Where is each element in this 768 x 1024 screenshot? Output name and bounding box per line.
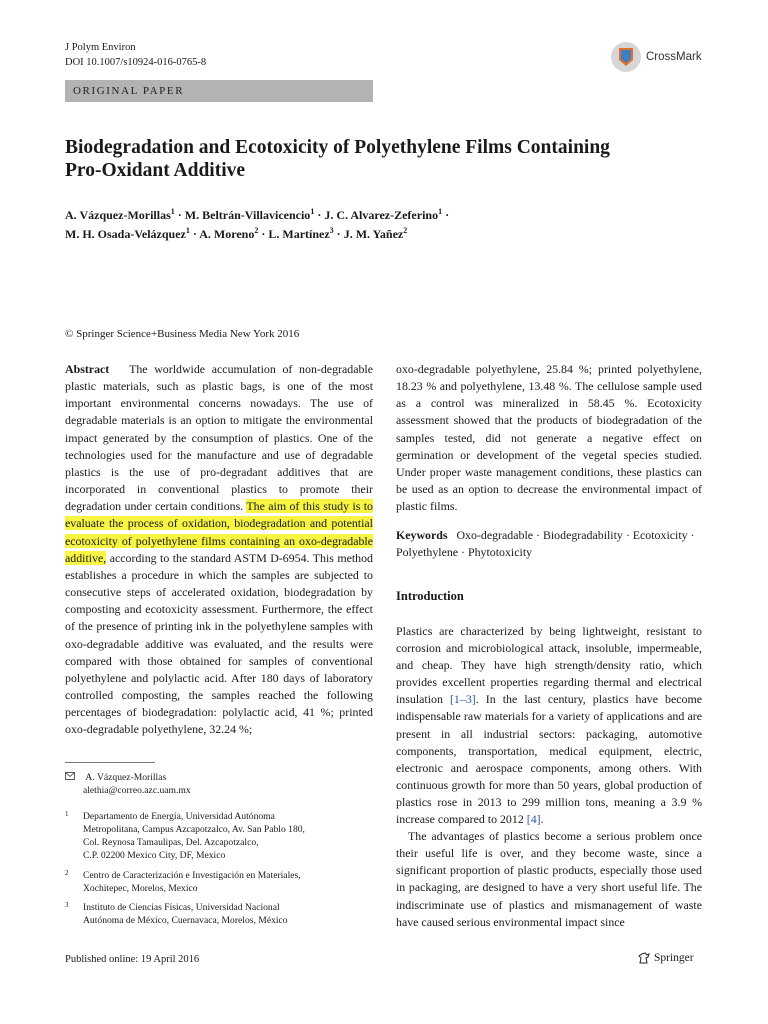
- correspondence-email[interactable]: alethia@correo.azc.uam.mx: [83, 785, 191, 796]
- author-name[interactable]: J. M. Yañez: [343, 227, 404, 241]
- author-name[interactable]: A. Moreno: [199, 227, 255, 241]
- abstract-label: Abstract: [65, 362, 110, 376]
- affiliation-3: 3 Instituto de Ciencias Físicas, Universidad Nacional Autónoma de México, Cuernavaca, Morelos, México: [65, 901, 288, 926]
- paper-title: [65, 136, 715, 182]
- publication-date: Published online: 19 April 2016: [65, 954, 200, 965]
- affiliation-2: 2 Centro de Caracterización e Investigación en Materiales, Xochitepec, Morelos, Mexico: [65, 869, 301, 894]
- introduction-body: [396, 623, 702, 931]
- citation-link[interactable]: [1–3]: [449, 692, 476, 707]
- envelope-icon: [65, 771, 77, 784]
- affiliation-1: 1 Departamento de Energía, Universidad Autónoma Metropolitana, Campus Azcapotzalco, Av. San Pablo 180, Col. Reynosa Tamaulipas, Del. Azcapotzalco, C.P. 02200 Mexico City, DF, Mexico: [65, 810, 305, 861]
- author-name[interactable]: M. Beltrán-Villavicencio: [184, 208, 311, 222]
- title-line-1: Biodegradation and Ecotoxicity of Polyethylene Films Containing: [65, 137, 610, 158]
- author-name[interactable]: J. C. Alvarez-Zeferino: [324, 208, 439, 222]
- publisher-logo: [637, 951, 694, 965]
- abstract-text-cont: according to the standard ASTM D-6954. This method establishes a procedure in which the samples are subjected to consecutive steps of accelerated oxidation, biodegradation by composting and ecotoxicity assessment. Furthermore, the effect of the presence of printing ink in the polyethylene samples with oxo-degradable additive was evaluated, and the results were compared with those obtained for samples of conventional polyethylene and polylactic acid. After 180 days of laboratory controlled composting, the samples reached the following percentages of biodegradation: polylactic acid, 41 %; printed oxo-degradable polyethylene, 32.24 %;: [65, 550, 373, 737]
- article-type-banner: ORIGINAL PAPER: [65, 80, 373, 102]
- abstract: [65, 361, 373, 738]
- authors-line-2: M. H. Osada-Velázquez$^1$ · A. Moreno$^2$ · L. Martínez$^3$ · J. M. Yañez$^2$: [65, 226, 408, 241]
- paragraph: The advantages of plastics become a serious problem once their useful life is over, and they become waste, since a significant proportion of plastic products, especially those used in packaging, are designed to have a very short useful life. The indiscriminate use of plastics and mismanagement of waste have caused serious environmental impact since: [396, 829, 702, 929]
- springer-horse-icon: [637, 951, 651, 965]
- highlighted-text: The aim of this study is to evaluate the process of oxidation, biodegradation and potential ecotoxicity of polyethylene films containing an oxo-degradable additive,: [65, 499, 373, 565]
- author-name[interactable]: L. Martínez: [268, 227, 330, 241]
- author-name[interactable]: A. Vázquez-Morillas: [65, 208, 171, 222]
- footnote-divider: [65, 762, 155, 763]
- author-name[interactable]: M. H. Osada-Velázquez: [65, 227, 186, 241]
- author-list: [65, 204, 705, 242]
- crossmark-badge[interactable]: [610, 40, 702, 74]
- authors-line-1: A. Vázquez-Morillas$^1$ · M. Beltrán-Villavicencio$^1$ · J. C. Alvarez-Zeferino$^1$ ·: [65, 207, 450, 222]
- journal-name: J Polym Environ: [65, 42, 136, 53]
- citation-link[interactable]: [4]: [526, 812, 541, 827]
- keywords-label: Keywords: [396, 528, 448, 542]
- correspondence-name: A. Vázquez-Morillas: [85, 772, 167, 783]
- keywords: [396, 527, 702, 561]
- paragraph: Plastics are characterized by being lightweight, resistant to corrosion and microbiological attack, insoluble, impermeable, and cheap. They have high strength/density ratio, which provides excellent properties regarding thermal and electrical insulation [1–3]. In the last century, plastics have become indispensable raw materials for a variety of applications and are present in all industrial sectors: packaging, automotive components, transportation, medical equipment, electric, electronic and aerospace components, among others. With continuous growth for more than 50 years, global production of plastics rose in 2013 to 299 million tons, meaning a 3.9 % increase compared to 2012 [4].: [396, 624, 702, 827]
- title-line-2: Pro-Oxidant Additive: [65, 160, 246, 181]
- abstract-text: The worldwide accumulation of non-degradable plastic materials, such as plastic bags, is one of the most important environmental concerns nowadays. The use of degradable materials is an option to mitigate the environmental impact generated by the consumption of plastics. One of the technologies used for the manufacture and use of degradable plastics is the use of pro-degradant additives that are incorporated in conventional plastics to promote their degradation under certain conditions.: [65, 362, 374, 514]
- crossmark-icon: [610, 40, 642, 74]
- journal-header: [65, 40, 206, 70]
- section-heading-introduction: Introduction: [396, 589, 464, 603]
- crossmark-label: CrossMark: [646, 51, 702, 63]
- keywords-text: Oxo-degradable · Biodegradability · Ecotoxicity · Polyethylene · Phytotoxicity: [396, 528, 695, 559]
- correspondence: [65, 771, 191, 797]
- publisher-name: Springer: [654, 952, 694, 964]
- copyright-notice: © Springer Science+Business Media New York 2016: [65, 328, 300, 340]
- abstract-continued: oxo-degradable polyethylene, 25.84 %; printed polyethylene, 18.23 % and polyethylene, 13.48 %. The cellulose sample used as a control was mineralized in 58.45 %. Ecotoxicity assessment showed that the products of biodegradation of the samples tested, did not generate a negative effect on germination or development of the vegetal species studied. Under proper waste management conditions, these plastics can be used as an option to decrease the environmental impact of plastic films.: [396, 362, 702, 514]
- doi[interactable]: DOI 10.1007/s10924-016-0765-8: [65, 57, 207, 68]
